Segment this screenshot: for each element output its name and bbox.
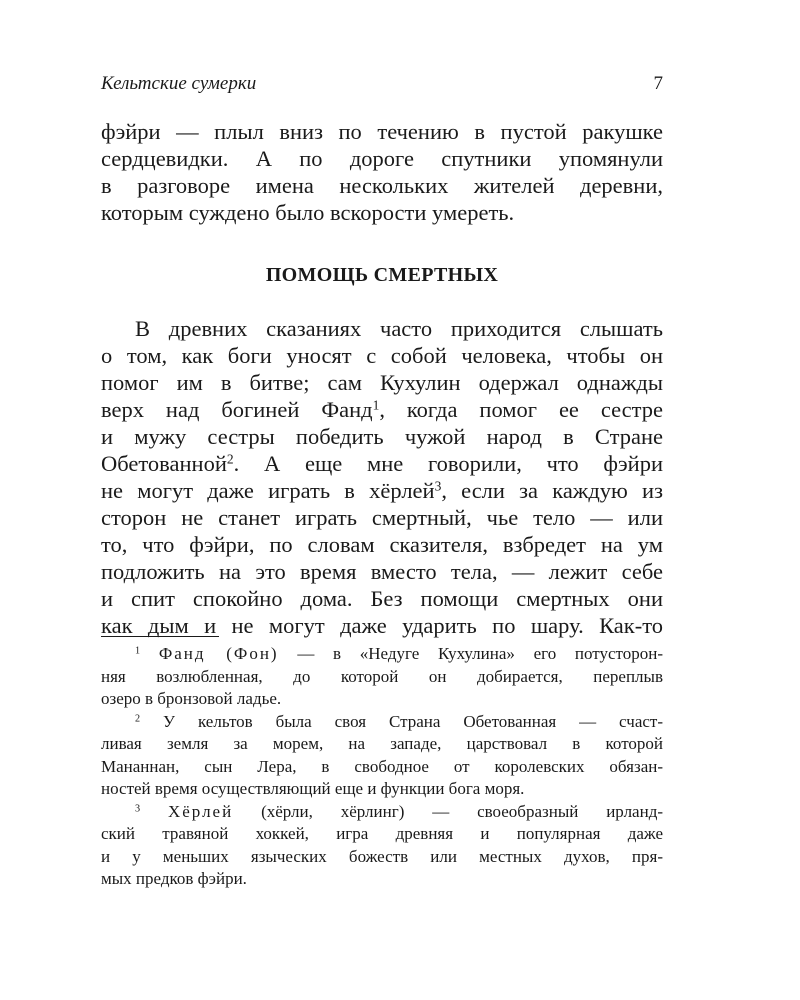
footnote-ref-2[interactable]: 2 [226, 451, 234, 467]
footnotes [101, 643, 663, 891]
text-line: которым суждено было вскорости умереть. [101, 200, 515, 225]
footnote-1-line: няя возлюбленная, до которой он добирается, переплыв [101, 666, 663, 686]
footnote-3-line: ский травяной хоккей, игра древняя и популярная даже [101, 824, 663, 843]
main-paragraph [101, 315, 663, 639]
footnote-divider [101, 636, 219, 637]
text-line [101, 450, 663, 477]
text-line: и мужу сестры победить чужой народ в Стране [101, 424, 663, 449]
text-segment: — в «Недуге Кухулина» его потусторон- [278, 644, 664, 663]
intro-text [101, 118, 663, 226]
text-line: сторон не станет играть смертный, чье тело — или [101, 505, 663, 530]
footnote-2-line: ностей время осуществляющий еще и функции бога моря. [101, 779, 525, 798]
footnote-ref-3[interactable]: 3 [434, 478, 442, 494]
text-segment: , когда помог ее сестре [379, 397, 663, 422]
text-line: о том, как боги уносят с собой человека, чтобы он [101, 343, 663, 368]
footnote-2-line: ливая земля за морем, на западе, царствовал в которой [101, 734, 663, 753]
text-line: подложить на это время вместо тела, — лежит себе [101, 559, 663, 584]
running-head [101, 72, 663, 96]
page-number: 7 [653, 73, 663, 94]
footnote-3-line: мых предков фэйри. [101, 869, 247, 888]
text-line: как дым и не могут даже ударить по шару. Как-то [101, 613, 663, 638]
running-title: Кельтские сумерки [101, 73, 257, 94]
text-segment: не могут даже играть в хёрлей [101, 478, 435, 503]
text-line: то, что фэйри, по словам сказителя, взбредет на ум [101, 532, 663, 557]
text-segment: верх над богиней Фанд [101, 397, 373, 422]
footnote-1-line: озеро в бронзовой ладье. [101, 689, 282, 708]
footnote-mark: 3 [135, 802, 141, 814]
footnote-3-line: и у меньших языческих божеств или местных духов, пря- [101, 846, 663, 866]
text-segment: . А еще мне говорили, что фэйри [233, 451, 663, 476]
text-line: В древних сказаниях часто приходится слышать [135, 316, 663, 341]
text-segment: У кельтов была своя Страна Обетованная — счаст- [140, 711, 663, 731]
text-segment: (хёрли, хёрлинг) — своеобразный ирланд- [233, 801, 664, 821]
footnote-2-line [101, 711, 663, 734]
text-line: в разговоре имена нескольких жителей деревни, [101, 173, 663, 198]
text-segment: , если за каждую из [441, 478, 663, 503]
text-segment: Обетованной [101, 451, 227, 476]
text-line: помог им в битве; сам Кухулин одержал однажды [101, 370, 663, 395]
section-heading: ПОМОЩЬ СМЕРТНЫХ [265, 264, 499, 286]
footnote-ref-1[interactable]: 1 [372, 397, 380, 413]
footnote-3-line [101, 801, 663, 824]
text-line: фэйри — плыл вниз по течению в пустой ракушке [101, 119, 663, 144]
footnote-mark: 2 [135, 712, 141, 724]
text-line [101, 396, 663, 423]
text-line: сердцевидки. А по дороге спутники упомянули [101, 146, 663, 171]
footnote-term: Хёрлей [167, 801, 234, 821]
footnote-1-line [101, 643, 663, 666]
footnote-term: Фанд (Фон) [158, 644, 279, 663]
text-line [101, 477, 663, 504]
footnote-mark: 1 [135, 645, 141, 657]
footnote-2-line: Мананнан, сын Лера, в свободное от королевских обязан- [101, 756, 663, 776]
text-line: и спит спокойно дома. Без помощи смертных они [101, 586, 663, 611]
